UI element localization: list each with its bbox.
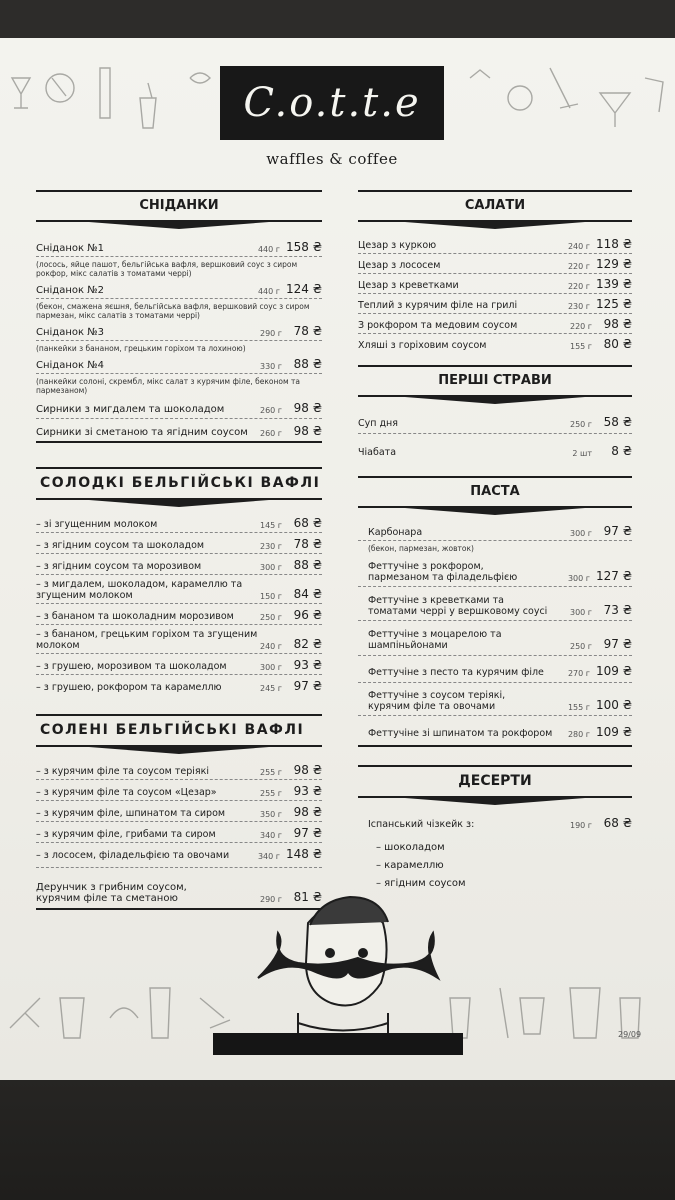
section-title: СОЛЕНІ БЕЛЬГІЙСЬКІ ВАФЛІ — [36, 714, 322, 747]
menu-item: Карбонара 300 г 97 ₴ — [358, 520, 632, 541]
menu-item: – з ягідним соусом та морозивом 300 г 88 ₴ — [36, 554, 322, 575]
section-title: ДЕСЕРТИ — [358, 765, 632, 798]
menu-item: – з ягідним соусом та шоколадом 230 г 78 ₴ — [36, 533, 322, 554]
brand-logo: C.o.t.t.e — [220, 66, 444, 140]
item-description: (панкейки з бананом, грецьким горіхом та лохиною) — [36, 344, 246, 353]
section-title: СНІДАНКИ — [36, 190, 322, 222]
menu-item: З рокфором та медовим соусом 220 г 98 ₴ — [358, 314, 632, 334]
menu-item: Теплий з курячим філе на грилі 230 г 125 ₴ — [358, 294, 632, 314]
menu-item: Сирники з мигдалем та шоколадом 260 г 98 ₴ — [36, 397, 322, 419]
dessert-option: – ягідним соусом — [376, 878, 466, 889]
menu-item: – з курячим філе, шпинатом та сиром 350 г 98 ₴ — [36, 801, 322, 822]
menu-item: Сніданок №1 440 г 158 ₴ — [36, 236, 322, 257]
item-description: (лосось, яйце пашот, бельгійська вафля, вершковий соус з сиром рокфор, мікс салатів з томатами черрі) — [36, 260, 298, 278]
menu-item: Феттучіне з рокфором, пармезаном та філадельфією 300 г 127 ₴ — [358, 555, 632, 587]
menu-item: Чіабата 2 шт 8 ₴ — [358, 444, 632, 458]
sweet-waffles-list — [36, 512, 322, 696]
section-desserts — [358, 765, 632, 892]
table-background — [0, 1080, 675, 1200]
section-sweet-waffles — [36, 467, 322, 696]
menu-item: – з лососем, філадельфією та овочами 340 г 148 ₴ — [36, 843, 322, 868]
item-description: (бекон, смажена яєшня, бельгійська вафля, вершковий соус з сиром пармезан, мікс салатів з томатами черрі) — [36, 302, 310, 320]
item-description: (панкейки солоні, скрембл, мікс салат з курячим філе, беконом та пармезаном) — [36, 377, 300, 395]
menu-item: – з курячим філе та соусом «Цезар» 255 г 93 ₴ — [36, 780, 322, 801]
menu-item: Цезар з куркою 240 г 118 ₴ — [358, 234, 632, 254]
section-title: ПАСТА — [358, 476, 632, 508]
menu-item: Феттучіне з соусом теріякі, курячим філе та овочами 155 г 100 ₴ — [358, 683, 632, 716]
menu-item: Дерунчик з грибним соусом, курячим філе та сметаною 290 г 81 ₴ — [36, 880, 322, 910]
menu-item: Феттучіне зі шпинатом та рокфором 280 г 109 ₴ — [358, 716, 632, 747]
menu-item: Хляші з горіховим соусом 155 г 80 ₴ — [358, 337, 632, 351]
menu-item: Іспанський чізкейк з: 190 г 68 ₴ — [368, 816, 632, 830]
menu-paper — [0, 38, 675, 1080]
redaction-bar — [213, 1033, 463, 1055]
menu-item: – з бананом, грецьким горіхом та згущеним молоком 240 г 82 ₴ — [36, 625, 322, 654]
footer-code: 29/09 — [618, 1030, 642, 1039]
section-first-courses — [358, 365, 632, 460]
section-title: САЛАТИ — [358, 190, 632, 222]
menu-item: – зі згущенним молоком 145 г 68 ₴ — [36, 512, 322, 533]
menu-item: Цезар з креветками 220 г 139 ₴ — [358, 274, 632, 294]
menu-item: Цезар з лососем 220 г 129 ₴ — [358, 254, 632, 274]
section-title: СОЛОДКІ БЕЛЬГІЙСЬКІ ВАФЛІ — [36, 467, 322, 500]
brand-tagline: waffles & coffee — [266, 150, 398, 168]
dessert-option: – карамеллю — [376, 860, 444, 871]
menu-item: Сніданок №4 330 г 88 ₴ — [36, 355, 322, 374]
right-column — [358, 190, 632, 892]
menu-item: Феттучіне з креветками та томатами черрі у вершковому соусі 300 г 73 ₴ — [358, 587, 632, 621]
left-column — [36, 190, 322, 910]
section-salads — [358, 190, 632, 353]
menu-item: – з мигдалем, шоколадом, карамеллю та згущеним молоком 150 г 84 ₴ — [36, 575, 322, 604]
menu-item: Феттучіне з песто та курячим філе 270 г 109 ₴ — [358, 656, 632, 683]
menu-item: Сирники зі сметаною та ягідним соусом 260 г 98 ₴ — [36, 419, 322, 443]
menu-item: – з бананом та шоколадним морозивом 250 г 96 ₴ — [36, 604, 322, 625]
menu-item: – з грушею, морозивом та шоколадом 300 г 93 ₴ — [36, 654, 322, 675]
section-breakfasts — [36, 190, 322, 443]
mustache-man-illustration — [238, 883, 448, 1043]
menu-item: – з курячим філе, грибами та сиром 340 г 97 ₴ — [36, 822, 322, 843]
menu-item: Суп дня 250 г 58 ₴ — [358, 411, 632, 434]
item-description: (бекон, пармезан, жовток) — [368, 544, 474, 553]
dessert-option: – шоколадом — [376, 842, 445, 853]
section-pasta — [358, 476, 632, 747]
menu-item: Сніданок №2 440 г 124 ₴ — [36, 280, 322, 299]
menu-item: – з курячим філе та соусом теріякі 255 г 98 ₴ — [36, 759, 322, 780]
menu-item: – з грушею, рокфором та карамеллю 245 г 97 ₴ — [36, 679, 322, 693]
section-title: ПЕРШІ СТРАВИ — [358, 365, 632, 397]
menu-item: Сніданок №3 290 г 78 ₴ — [36, 322, 322, 341]
menu-item: Феттучіне з моцарелою та шампіньйонами 250 г 97 ₴ — [358, 621, 632, 656]
section-savory-waffles — [36, 714, 322, 910]
